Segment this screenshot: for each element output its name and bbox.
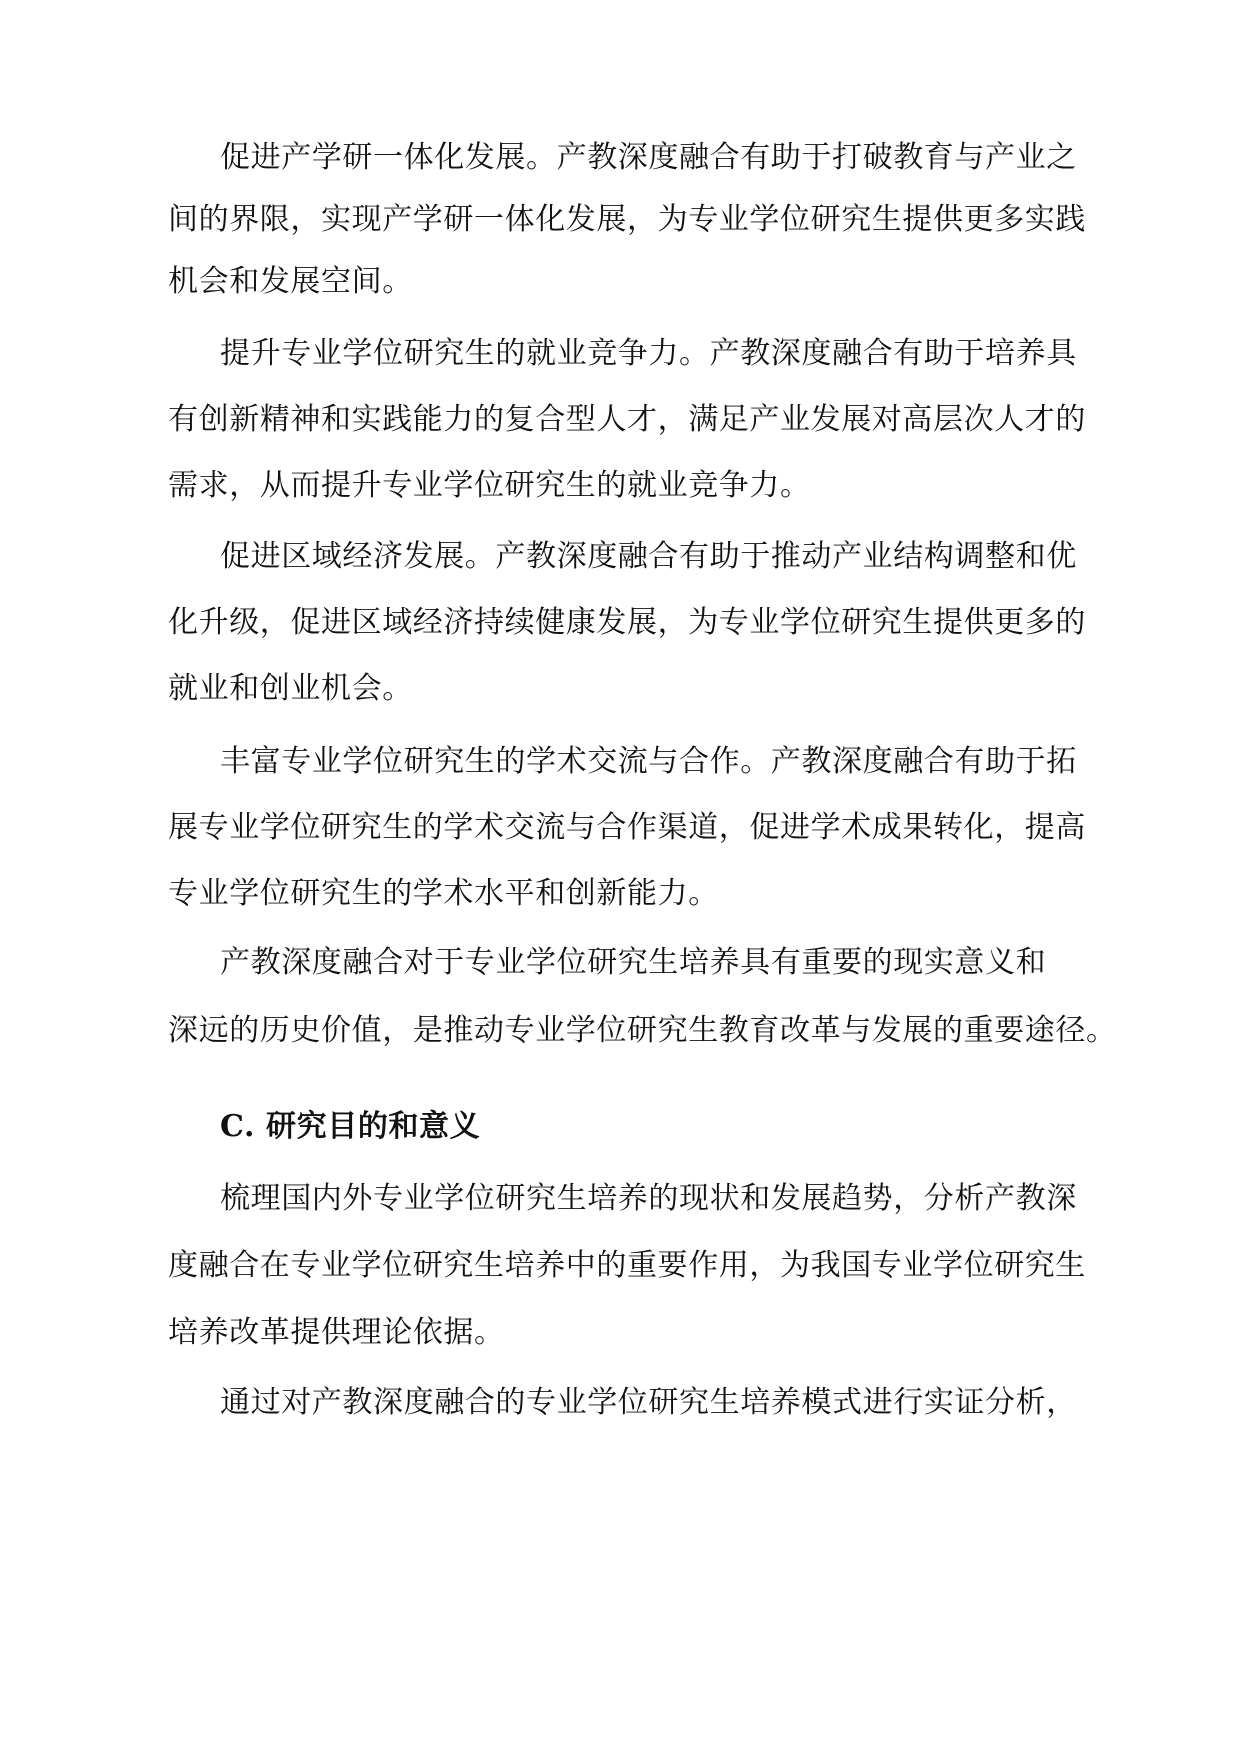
section-heading: C. 研究目的和意义 bbox=[220, 1109, 481, 1144]
paragraph-3-line-2: 化升级，促进区域经济持续健康发展，为专业学位研究生提供更多的 bbox=[168, 605, 1086, 640]
paragraph-3-line-1: 促进区域经济发展。产教深度融合有助于推动产业结构调整和优 bbox=[220, 539, 1077, 574]
paragraph-6-line-2: 度融合在专业学位研究生培养中的重要作用，为我国专业学位研究生 bbox=[168, 1248, 1086, 1283]
paragraph-5-line-2: 深远的历史价值，是推动专业学位研究生教育改革与发展的重要途径。 bbox=[168, 1013, 1117, 1048]
paragraph-1-line-3: 机会和发展空间。 bbox=[168, 264, 413, 299]
paragraph-1-line-1: 促进产学研一体化发展。产教深度融合有助于打破教育与产业之 bbox=[220, 140, 1077, 175]
paragraph-5-line-1: 产教深度融合对于专业学位研究生培养具有重要的现实意义和 bbox=[220, 945, 1047, 980]
paragraph-6-line-3: 培养改革提供理论依据。 bbox=[168, 1315, 505, 1350]
paragraph-3-line-3: 就业和创业机会。 bbox=[168, 671, 413, 706]
paragraph-4-line-3: 专业学位研究生的学术水平和创新能力。 bbox=[168, 876, 719, 911]
paragraph-7-line-1: 通过对产教深度融合的专业学位研究生培养模式进行实证分析， bbox=[220, 1385, 1077, 1420]
paragraph-2-line-3: 需求，从而提升专业学位研究生的就业竞争力。 bbox=[168, 468, 811, 503]
paragraph-6-line-1: 梳理国内外专业学位研究生培养的现状和发展趋势，分析产教深 bbox=[220, 1181, 1077, 1216]
paragraph-2-line-2: 有创新精神和实践能力的复合型人才，满足产业发展对高层次人才的 bbox=[168, 402, 1086, 437]
paragraph-2-line-1: 提升专业学位研究生的就业竞争力。产教深度融合有助于培养具 bbox=[220, 336, 1077, 371]
paragraph-1-line-2: 间的界限，实现产学研一体化发展，为专业学位研究生提供更多实践 bbox=[168, 202, 1086, 237]
paragraph-4-line-1: 丰富专业学位研究生的学术交流与合作。产教深度融合有助于拓 bbox=[220, 744, 1077, 779]
paragraph-4-line-2: 展专业学位研究生的学术交流与合作渠道，促进学术成果转化，提高 bbox=[168, 810, 1086, 845]
